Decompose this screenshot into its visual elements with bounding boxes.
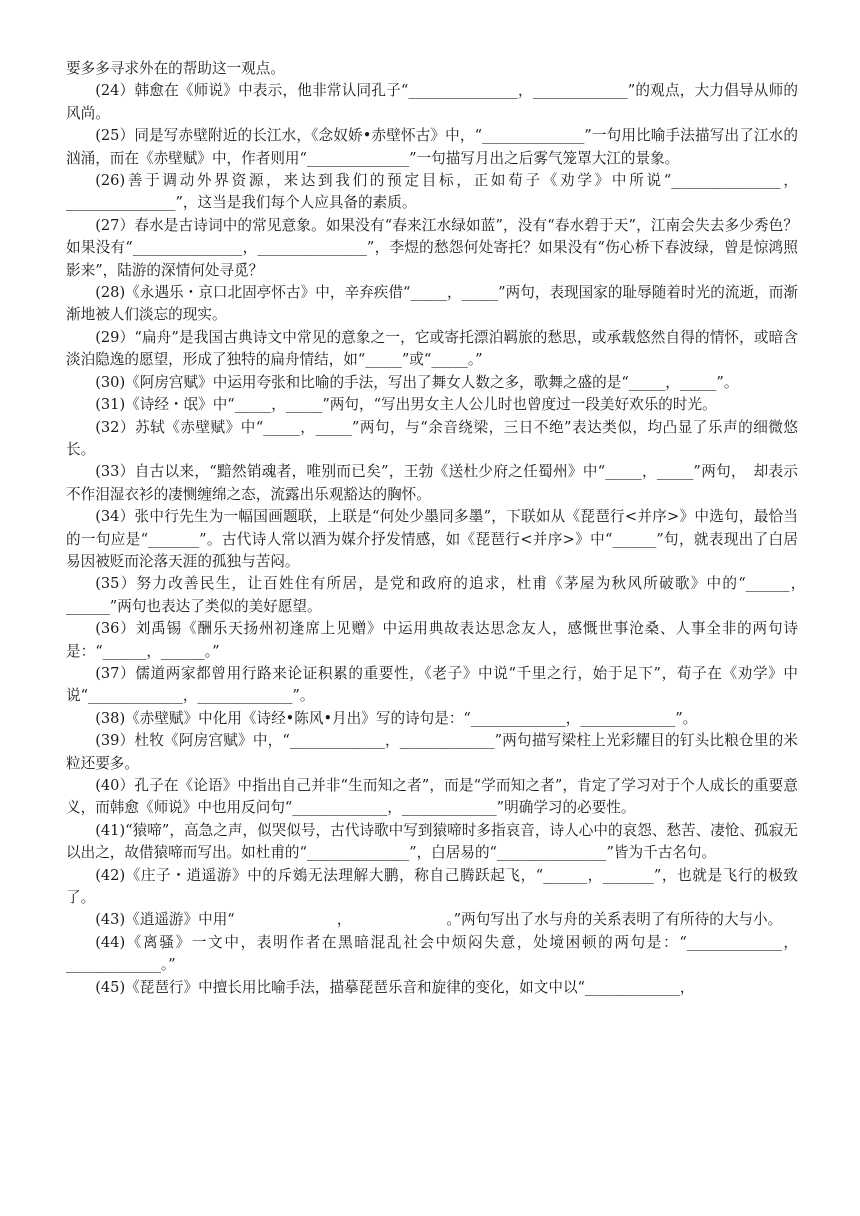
question-44: (44)《离骚》一文中，表明作者在黑暗混乱社会中烦闷失意，处境困顿的两句是：“_____________，_____________。” [66, 933, 798, 974]
question-34: (34）张中行先生为一幅国画题联，上联是“何处少墨同多墨”，下联如从《琵琶行<并序>》中选句，最恰当的一句应是“_______”。古代诗人常以酒为媒介抒发情感，如《琵琶行<并序>》中“______”句，就表现出了白居易因被贬而沦落天涯的孤独与苦闷。 [66, 508, 798, 570]
question-38: (38)《赤壁赋》中化用《诗经•陈风•月出》写的诗句是：“_____________，_____________”。 [95, 709, 698, 727]
paragraph-continuation: 要多多寻求外在的帮助这一观点。 [66, 60, 285, 77]
question-39: (39）杜牧《阿房宫赋》中，“_____________，_____________”两句描写梁柱上光彩耀目的钉头比粮仓里的米粒还要多。 [66, 732, 798, 772]
question-30: (30)《阿房宫赋》中运用夸张和比喻的手法，写出了舞女人数之多，歌舞之盛的是“_____，_____”。 [95, 373, 739, 391]
question-29: (29）“扁舟”是我国古典诗文中常见的意象之一，它或寄托漂泊羁旅的愁思，或承载悠然自得的情怀，或暗含淡泊隐逸的愿望，形成了独特的扁舟情结，如“_____”或“_____。” [66, 328, 798, 369]
question-40: (40）孔子在《论语》中指出自己并非“生而知之者”，而是“学而知之者”，肯定了学习对于个人成长的重要意义，而韩愈《师说》中也用反问句“_____________，_____________”明确学习的必要性。 [66, 777, 798, 817]
question-42: (42)《庄子・逍遥游》中的斥鴳无法理解大鹏，称自己腾跃起飞，“______，_______”，也就是飞行的极致了。 [66, 866, 798, 907]
question-28: (28)《永遇乐・京口北固亭怀古》中，辛弃疾借“_____，_____”两句，表现国家的耻辱随着时光的流逝，而渐渐地被人们淡忘的现实。 [66, 284, 798, 324]
question-24: (24）韩愈在《师说》中表示，他非常认同孔子“_______________，_____________”的观点，大力倡导从师的风尚。 [66, 82, 798, 122]
question-32: (32）苏轼《赤壁赋》中“_____，_____”两句，与“余音绕梁，三日不绝”表达类似，均凸显了乐声的细微悠长。 [66, 418, 798, 458]
question-27: (27）春水是古诗词中的常见意象。如果没有“春来江水绿如蓝”，没有“春水碧于天”，江南会失去多少秀色？如果没有“_______________，_______________”，李煜的愁怨何处寄托？如果没有“伤心桥下春波绿，曾是惊鸿照影来”，陆游的深情何处寻觅？ [66, 216, 798, 279]
question-26: (26)善于调动外界资源，来达到我们的预定目标，正如荀子《劝学》中所说“_______________，_______________”，这当是我们每个人应具备的素质。 [66, 172, 798, 212]
question-31: (31)《诗经・氓》中“_____，_____”两句，“写出男女主人公儿时也曾度过一段美好欢乐的时光。 [95, 396, 717, 414]
question-36: (36）刘禹锡《酬乐天扬州初逢席上见赠》中运用典故表达思念友人，感慨世事沧桑、人事全非的两句诗是：“______，______。” [66, 620, 798, 660]
question-33: (33）自古以来，“黯然销魂者，唯别而已矣”，王勃《送杜少府之任蜀州》中“_____，_____”两句， 却表示不作泪湿衣衫的凄恻缠绵之态，流露出乐观豁达的胸怀。 [66, 463, 798, 503]
question-45: (45)《琵琶行》中擅长用比喻手法，描摹琵琶乐音和旋律的变化，如文中以“_____________， [95, 978, 695, 996]
question-25: (25）同是写赤壁附近的长江水，《念奴娇•赤壁怀古》中，“______________”一句用比喻手法描写出了江水的汹涌，而在《赤壁赋》中，作者则用“______________”一句描写月出之后雾气笼罩大江的景象。 [66, 127, 798, 167]
question-37: (37）儒道两家都曾用行路来论证积累的重要性，《老子》中说“千里之行，始于足下”，荀子在《劝学》中说“_____________，_____________”。 [66, 664, 798, 705]
question-43: (43)《逍遥游》中用“ ， 。”两句写出了水与舟的关系表明了有所待的大与小。 [95, 911, 783, 929]
question-35: (35）努力改善民生，让百姓住有所居，是党和政府的追求，杜甫《茅屋为秋风所破歌》中的“______， ______”两句也表达了类似的美好愿望。 [66, 575, 813, 615]
question-41: (41)“猿啼”，高急之声，似哭似号，古代诗歌中写到猿啼时多指哀音，诗人心中的哀怨、愁苦、凄怆、孤寂无以出之，故借猿啼而写出。如杜甫的“______________”，白居易的“_______________”皆为千古名句。 [66, 821, 798, 862]
